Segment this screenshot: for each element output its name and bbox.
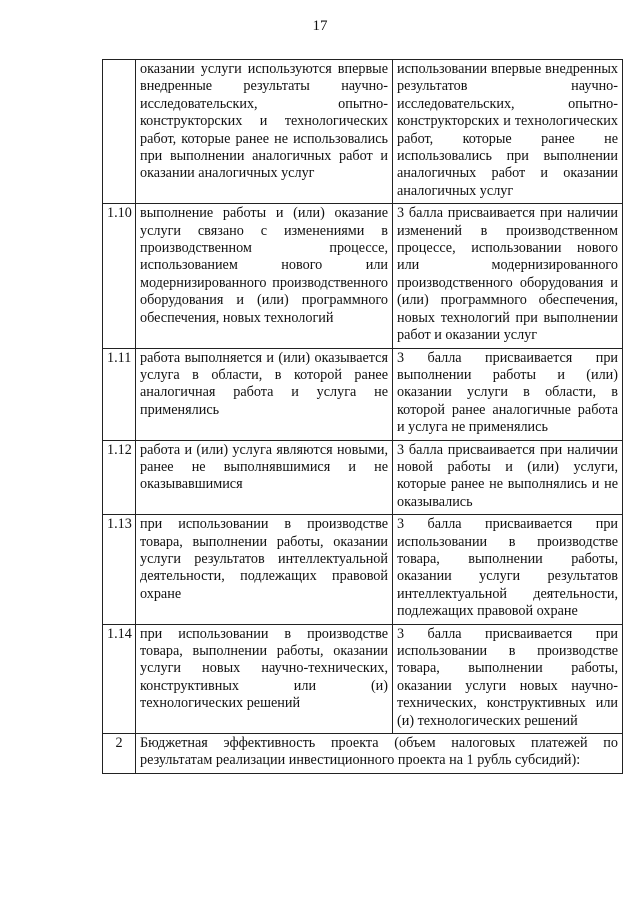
row-number bbox=[103, 60, 136, 204]
row-number: 1.12 bbox=[103, 440, 136, 515]
table-row bbox=[103, 515, 623, 624]
row-number: 2 bbox=[103, 734, 136, 774]
score-cell: 3 балла присваивается при наличии новой работы и (или) услуги, которые ранее не выполнялись и не оказывались bbox=[393, 440, 623, 515]
table-row bbox=[103, 624, 623, 733]
table-row bbox=[103, 60, 623, 204]
score-cell: использовании впервые внедренных результатов научно-исследовательских, опытно-конструкторских и технологических работ, которые ранее не использовались при выполнении аналогичных работ и оказании аналогичных услуг bbox=[393, 60, 623, 204]
row-number: 1.10 bbox=[103, 204, 136, 348]
section-heading-cell: Бюджетная эффективность проекта (объем налоговых платежей по результатам реализации инвестиционного проекта на 1 рубль субсидий): bbox=[136, 734, 623, 774]
criterion-cell: работа выполняется и (или) оказывается услуга в области, в которой ранее аналогичная работа и услуга не применялись bbox=[136, 348, 393, 440]
row-number: 1.14 bbox=[103, 624, 136, 733]
criterion-cell: работа и (или) услуга являются новыми, ранее не выполнявшимися и не оказывавшимися bbox=[136, 440, 393, 515]
table-row bbox=[103, 734, 623, 774]
criterion-cell: при использовании в производстве товара, выполнении работы, оказании услуги новых научно-технических, конструктивных или (и) технологических решений bbox=[136, 624, 393, 733]
row-number: 1.13 bbox=[103, 515, 136, 624]
table-row bbox=[103, 204, 623, 348]
table-row bbox=[103, 348, 623, 440]
score-cell: 3 балла присваивается при использовании в производстве товара, выполнении работы, оказании услуги новых научно-технических, конструктивных или (и) технологических решений bbox=[393, 624, 623, 733]
table-row bbox=[103, 440, 623, 515]
row-number: 1.11 bbox=[103, 348, 136, 440]
score-cell: 3 балла присваивается при выполнении работы и (или) оказании услуги в области, в которой ранее аналогичные работа и услуга не применялись bbox=[393, 348, 623, 440]
criteria-table bbox=[102, 59, 623, 774]
score-cell: 3 балла присваивается при использовании в производстве товара, выполнении работы, оказании услуги результатов интеллектуальной деятельности, подлежащих правовой охране bbox=[393, 515, 623, 624]
criterion-cell: выполнение работы и (или) оказание услуги связано с изменениями в производственном процессе, использованием нового или модернизированного производственного оборудования и (или) программного обеспечения, новых технологий bbox=[136, 204, 393, 348]
criterion-cell: оказании услуги используются впервые внедренные результаты научно-исследовательских, опытно-конструкторских и технологических работ, которые ранее не использовались при выполнении аналогичных работ и оказании аналогичных услуг bbox=[136, 60, 393, 204]
criterion-cell: при использовании в производстве товара, выполнении работы, оказании услуги результатов интеллектуальной деятельности, подлежащих правовой охране bbox=[136, 515, 393, 624]
page-number: 17 bbox=[312, 18, 328, 34]
score-cell: 3 балла присваивается при наличии изменений в производственном процессе, использовании нового или модернизированного производственного оборудования и (или) программного обеспечения, новых технологий при выполнении работ и оказании услуг bbox=[393, 204, 623, 348]
